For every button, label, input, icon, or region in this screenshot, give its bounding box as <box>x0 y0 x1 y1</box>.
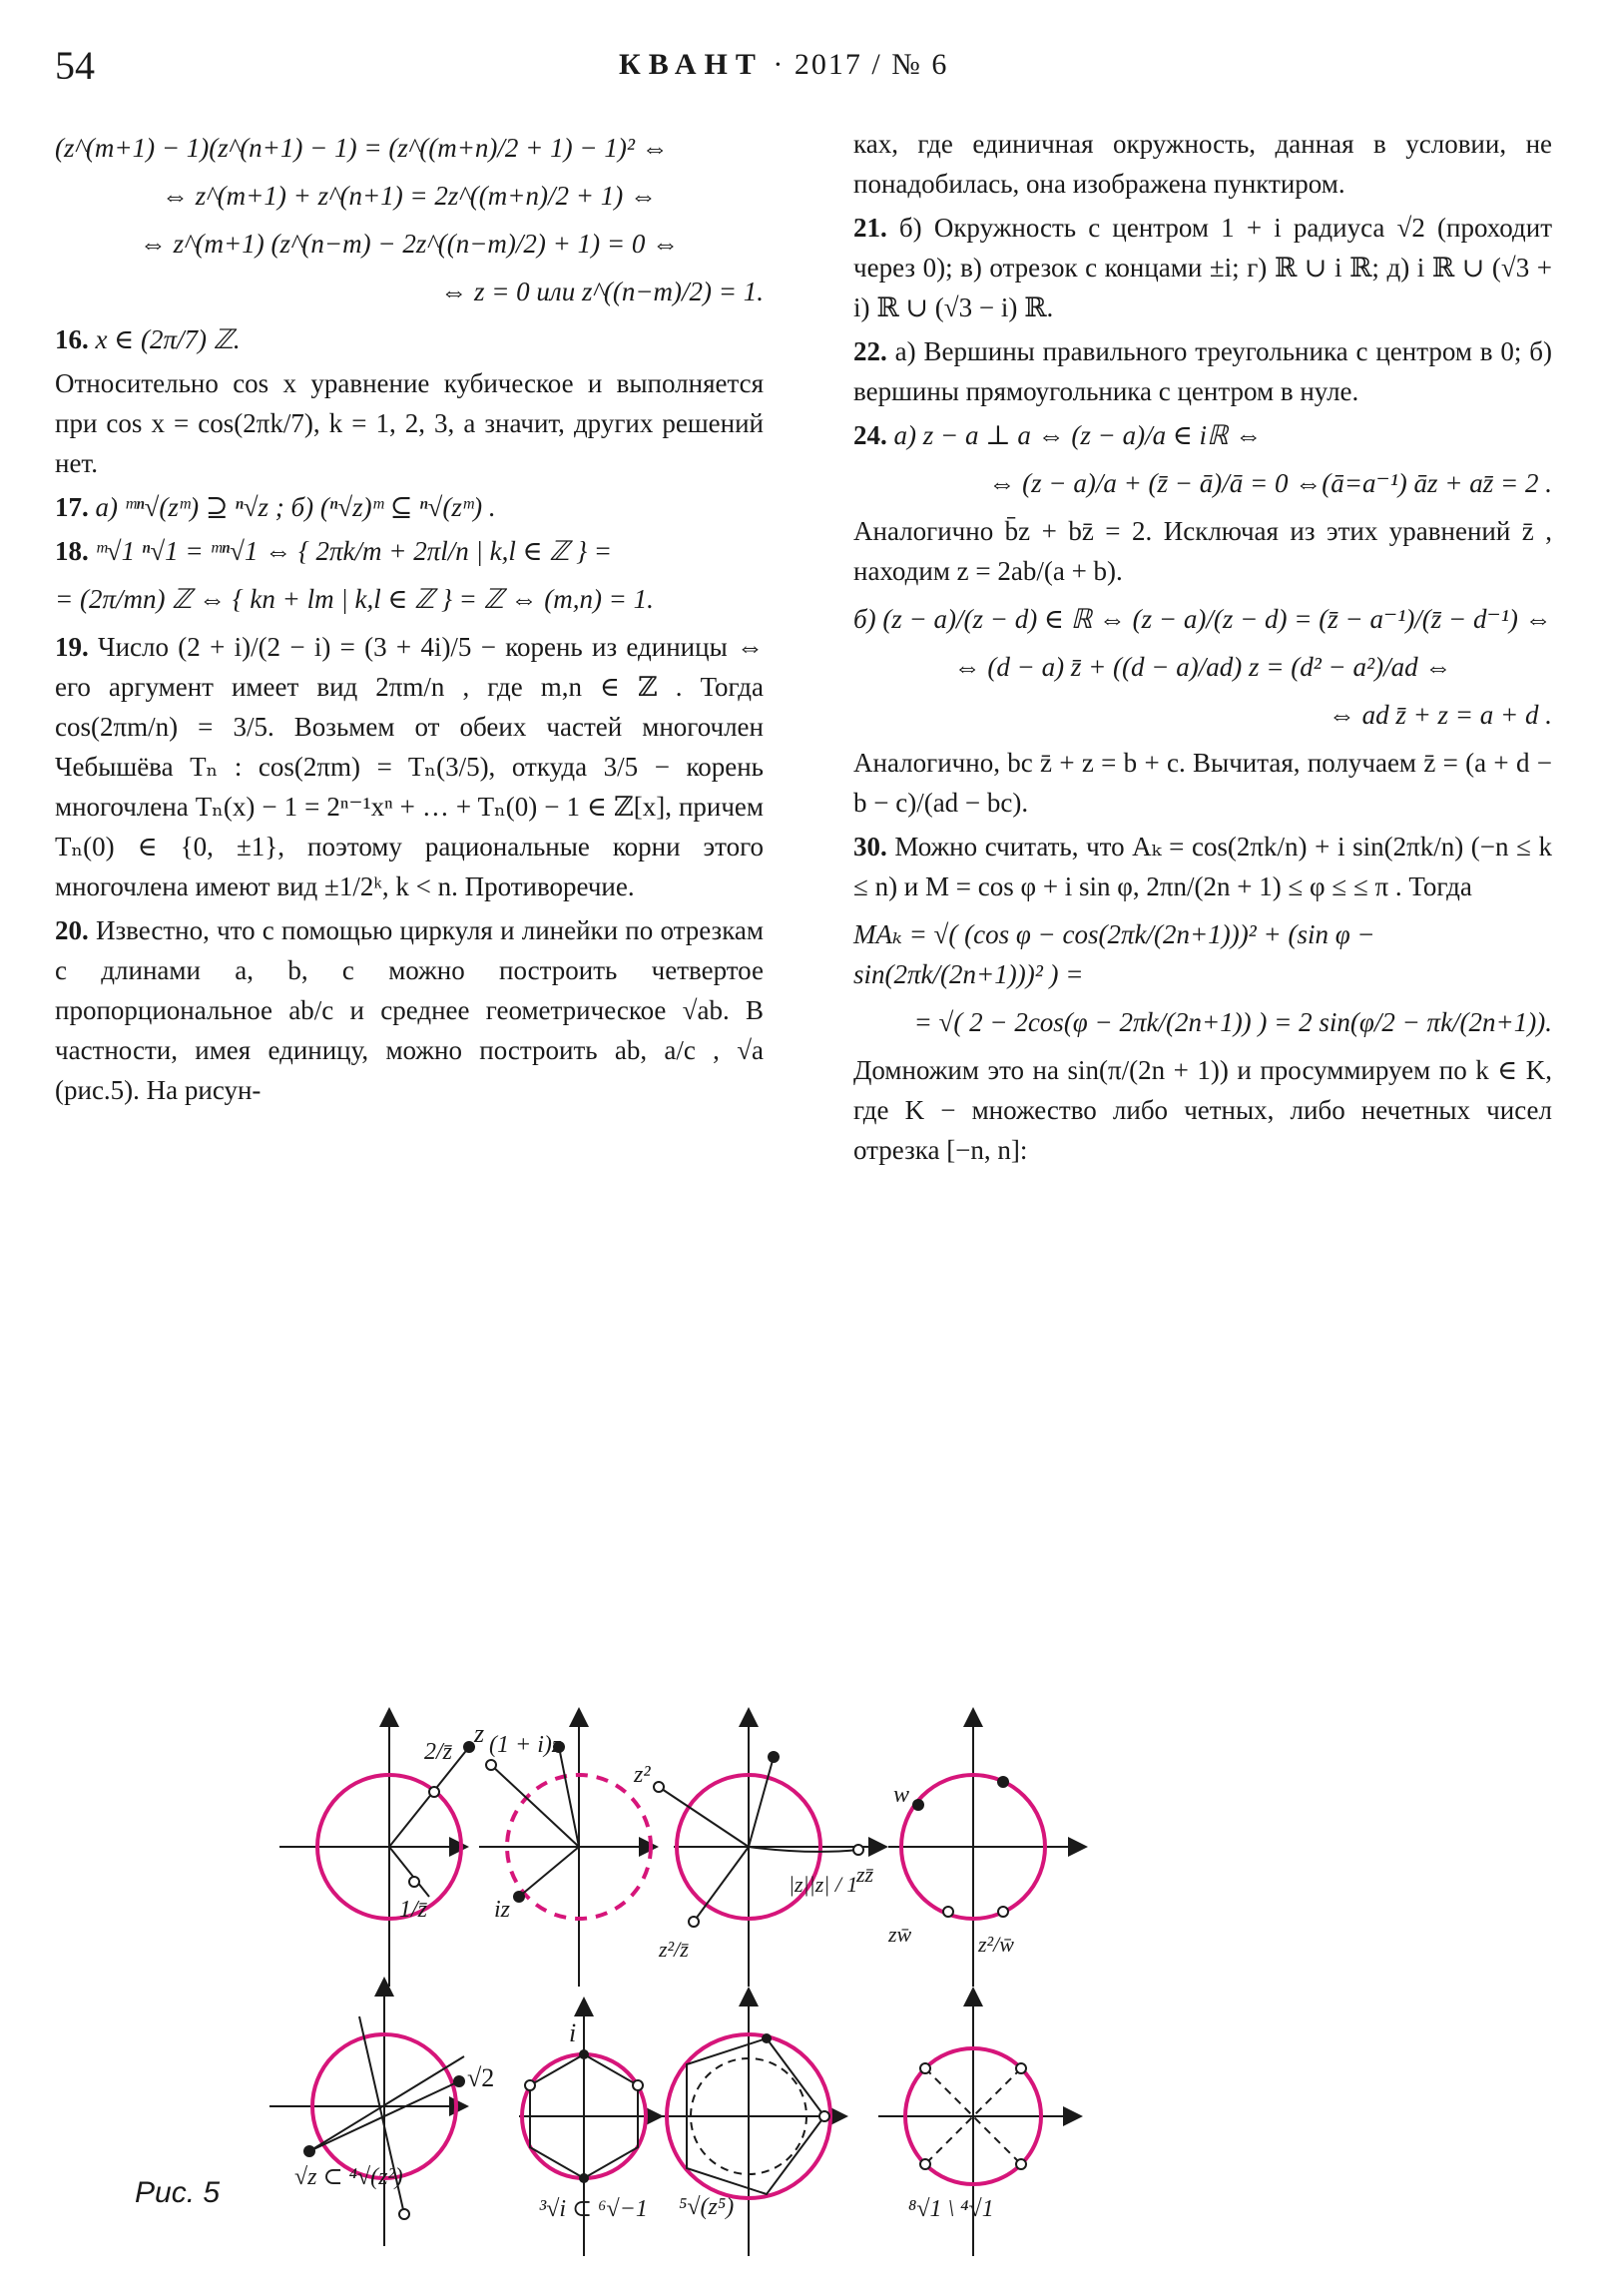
equation-1: (z^(m+1) − 1)(z^(n+1) − 1) = (z^((m+n)/2 + 1) − 1)² ⇔ <box>55 133 669 163</box>
label-w: w <box>893 1782 910 1808</box>
label-fifth-root: ⁵√(z⁵) <box>679 2194 735 2220</box>
label-eighth-root: ⁸√1 \ ⁴√1 <box>908 2196 994 2222</box>
figure-5 <box>120 1687 1557 2276</box>
label-z-sq-over-zbar: z²/z̄ <box>659 1937 689 1962</box>
problem-24-eq3: б) (z − a)/(z − d) ∈ ℝ ⇔ (z − a)/(z − d) = (z̄ − a⁻¹)/(z̄ − d⁻¹) ⇔ <box>853 604 1552 634</box>
problem-24 <box>853 415 1552 455</box>
problem-22 <box>853 331 1552 411</box>
label-z-zbar: zz̄ <box>856 1862 874 1887</box>
problem-20-text: Известно, что с помощью циркуля и линейки по отрезкам с длинами a, b, c можно построить четвертое пропорциональное ab/c и среднее геометрическое √ab. В частности, имея единицу, можно построить ab, a/c , √a (рис.5). На рисун- <box>55 915 764 1105</box>
problem-30 <box>853 827 1552 906</box>
issue-label: · 2017 / № 6 <box>773 48 949 81</box>
label-z-sq-over-wbar: z²/w̄ <box>978 1932 1014 1957</box>
problem-16-text: Относительно cos x уравнение кубическое и выполняется при cos x = cos(2πk/7), k = 1, 2, 3, а значит, других решений нет. <box>55 368 764 478</box>
problem-30-text-2: Домножим это на sin(π/(2n + 1)) и просуммируем по k ∈ K, где K − множество либо четных, либо нечетных чисел отрезка [−n, n]: <box>853 1055 1552 1165</box>
problem-18 <box>55 531 764 571</box>
label-iz: iz <box>494 1897 511 1923</box>
problem-30-eq2: = √( 2 − 2cos(φ − 2πk/(2n+1)) ) = 2 sin(φ/2 − πk/(2n+1)). <box>913 1007 1552 1037</box>
problem-17-text: а) ᵐⁿ√(zᵐ) ⊇ ⁿ√z ; б) (ⁿ√z)ᵐ ⊆ ⁿ√(zᵐ) . <box>95 492 496 522</box>
equation-2: ⇔ z^(m+1) + z^(n+1) = 2z^((m+n)/2 + 1) ⇔ <box>162 181 657 211</box>
problem-18-text-2: = (2π/mn) ℤ ⇔ { kn + lm | k,l ∈ ℤ } = ℤ ⇔ (m,n) = 1. <box>55 584 654 614</box>
label-z-1: z <box>474 1719 485 1748</box>
problem-24-text-2: Аналогично, bc z̄ + z = b + c. Вычитая, получаем z̄ = (a + d − b − c)/(ad − bc). <box>853 748 1552 818</box>
figure-caption: Рис. 5 <box>135 2176 221 2209</box>
problem-30-text: Можно считать, что Aₖ = cos(2πk/n) + i sin(2πk/n) (−n ≤ k ≤ n) и M = cos φ + i sin φ, 2πn/(2n + 1) ≤ φ ≤ ≤ π . Тогда <box>853 832 1553 901</box>
label-cbrt-i: ³√i ⊂ ⁶√−1 <box>539 2196 648 2222</box>
problem-number: 22. <box>853 336 887 366</box>
problem-number: 30. <box>853 832 887 861</box>
label-two-over-zbar: 2/z̄ <box>424 1739 453 1765</box>
problem-24-eq2: ⇔ (z − a)/a + (z̄ − ā)/ā = 0 ⇔(ā=a⁻¹) āz + az̄ = 2 . <box>988 468 1552 498</box>
problem-24-eq4: ⇔ (d − a) z̄ + ((d − a)/ad) z = (d² − a²)/ad ⇔ <box>953 652 1452 682</box>
right-column <box>853 120 1552 1174</box>
problem-20-continued: ках, где единичная окружность, данная в условии, не понадобилась, она изображена пунктиром. <box>853 129 1552 199</box>
label-sqrt-z: √z ⊂ ⁴√(z²) <box>294 2164 403 2190</box>
problem-24-eq5: ⇔ ad z̄ + z = a + d . <box>1328 700 1552 730</box>
problem-number: 20. <box>55 915 89 945</box>
problem-16-head: x ∈ (2π/7) ℤ. <box>95 324 241 354</box>
label-one-over-zbar: 1/z̄ <box>399 1897 428 1923</box>
label-sqrt2: √2 <box>467 2063 495 2092</box>
problem-21 <box>853 208 1552 327</box>
problem-18-text: ᵐ√1 ⁿ√1 = ᵐⁿ√1 ⇔ { 2πk/m + 2πl/n | k,l ∈ ℤ } = <box>95 536 613 566</box>
problem-number: 16. <box>55 324 89 354</box>
equation-3: ⇔ z^(m+1) (z^(n−m) − 2z^((n−m)/2) + 1) = 0 ⇔ <box>139 229 680 259</box>
problem-number: 17. <box>55 492 89 522</box>
label-i: i <box>569 2018 577 2047</box>
problem-17 <box>55 487 764 527</box>
page-number: 54 <box>55 43 95 88</box>
problem-30-eq1: MAₖ = √( (cos φ − cos(2πk/(2n+1)))² + (sin φ − sin(2πk/(2n+1)))² ) = <box>853 919 1375 989</box>
problem-24-text: Аналогично b̄z + bz̄ = 2. Исключая из этих уравнений z̄ , находим z = 2ab/(a + b). <box>853 516 1552 586</box>
label-z-squared: z² <box>634 1762 651 1788</box>
problem-21-text: б) Окружность с центром 1 + i радиуса √2 (проходит через 0); в) отрезок с концами ±i; г) ℝ ∪ i ℝ; д) i ℝ ∪ (√3 + i) ℝ ∪ (√3 − i) ℝ. <box>853 213 1552 322</box>
panel-sqrt <box>269 1987 465 2246</box>
magazine-title: КВАНТ <box>619 48 764 81</box>
equation-4: ⇔ z = 0 или z^((n−m)/2) = 1. <box>440 277 764 306</box>
problem-19-text: Число (2 + i)/(2 − i) = (3 + 4i)/5 − корень из единицы ⇔ его аргумент имеет вид 2πm/n , где m,n ∈ ℤ . Тогда cos(2πm/n) = 3/5. Возьмем от обеих частей многочлен Чебышёва Tₙ : cos(2πm) = Tₙ(3/5), откуда 3/5 − корень многочлена Tₙ(x) − 1 = 2ⁿ⁻¹xⁿ + … + Tₙ(0) − 1 ∈ ℤ[x], причем Tₙ(0) ∈ {0, ±1}, поэтому рациональные корни этого многочлена имеют вид ±1/2ᵏ, k < n. Противоречие. <box>55 632 764 901</box>
label-z-wbar: zw̄ <box>888 1922 912 1947</box>
left-column <box>55 120 764 1114</box>
running-head <box>619 48 948 82</box>
problem-number: 21. <box>853 213 887 243</box>
problem-20 <box>55 910 764 1110</box>
problem-24-eq1: а) z − a ⊥ a ⇔ (z − a)/a ∈ iℝ ⇔ <box>893 420 1263 450</box>
problem-16 <box>55 319 764 359</box>
problem-19 <box>55 627 764 906</box>
problem-22-text: а) Вершины правильного треугольника с центром в 0; б) вершины прямоугольника с центром в нуле. <box>853 336 1553 406</box>
label-abs-z-abs-z: |z||z| / 1 <box>789 1872 858 1897</box>
problem-number: 19. <box>55 632 89 662</box>
label-one-plus-i-z: (1 + i)z <box>489 1732 562 1758</box>
problem-number: 24. <box>853 420 887 450</box>
problem-number: 18. <box>55 536 89 566</box>
